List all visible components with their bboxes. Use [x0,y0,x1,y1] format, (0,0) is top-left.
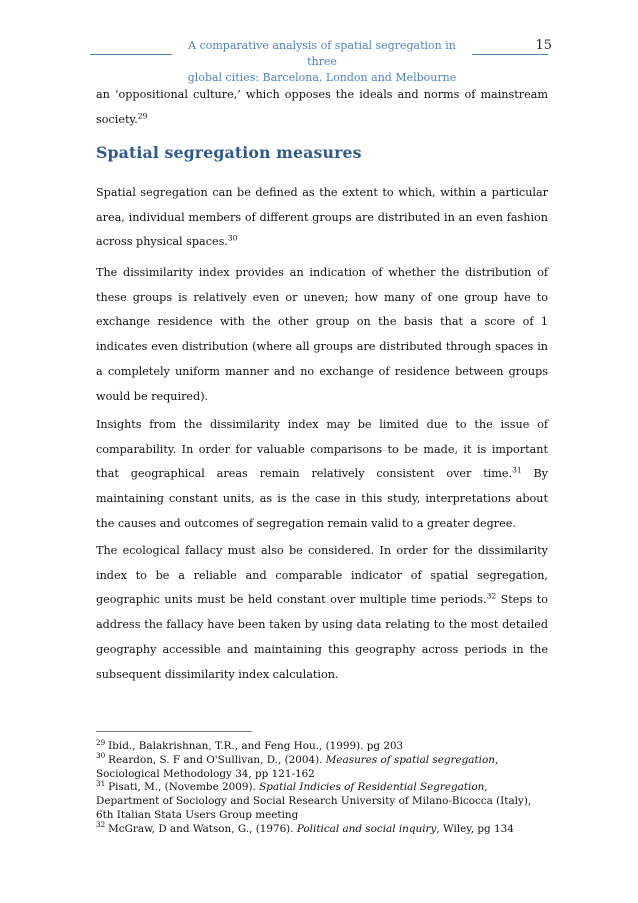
paragraph-ecological-fallacy [96,539,548,687]
footnote-31 [96,778,548,822]
footnote-number: 32 [96,820,106,830]
page-number: 15 [535,38,552,53]
footnote-text: Pisati, M., (Novembe 2009). [108,781,260,794]
footnote-text: Ibid., Balakrishnan, T.R., and Feng Hou., (1999). pg 203 [108,740,404,752]
section-heading: Spatial segregation measures [96,143,362,162]
paragraph-definition [96,181,548,255]
intro-paragraph [96,83,548,132]
footnote-text-after: , Wiley, pg 134 [436,822,514,835]
paragraph-fallacy-text-b: Steps to address the fallacy have been taken by using data relating to the most detailed geography accessible and maintaining this geography across periods in the subsequent dissimilarity index calculation. [96,593,548,681]
running-header [182,38,462,86]
footnote-text: Reardon, S. F and O'Sullivan, D., (2004). [108,753,326,766]
paragraph-definition-text: Spatial segregation can be defined as the extent to which, within a particular area, individual members of different groups are distributed in an even fashion across physical spaces. [96,186,548,249]
footnote-30 [96,751,548,782]
footnote-italic-title: Political and social inquiry [296,822,437,835]
footnote-32 [96,820,548,837]
footnote-separator [96,731,252,732]
paragraph-comparability [96,413,548,537]
footnote-ref-32[interactable]: 32 [486,591,497,601]
footnote-italic-title: Measures of spatial segregation [325,753,495,766]
footnote-number: 31 [96,778,106,788]
footnote-ref-31[interactable]: 31 [512,465,522,475]
footnotes [96,737,548,837]
footnote-29 [96,737,548,754]
paragraph-comparability-text-a: Insights from the dissimilarity index may be limited due to the issue of comparability. In order for valuable comparisons to be made, it is important that geographical areas remain relatively consistent over time. [96,418,548,481]
footnote-ref-30[interactable]: 30 [227,233,238,243]
paragraph-dissimilarity-text: The dissimilarity index provides an indication of whether the distribution of these groups is relatively even or uneven; how many of one group have to exchange residence with the other group on the basis that a score of 1 indicates even distribution (where all groups are distributed through spaces in a completely uniform manner and no exchange of residence between groups would be required). [96,266,548,403]
intro-text: an ‘oppositional culture,’ which opposes the ideals and norms of mainstream society. [96,88,548,126]
footnote-italic-title: Spatial Indicies of Residential Segregation [259,781,485,794]
footnote-text: McGraw, D and Watson, G., (1976). [108,822,297,835]
footnote-number: 30 [96,751,106,761]
paragraph-comparability-text-b: By maintaining constant units, as is the case in this study, interpretations about the causes and outcomes of segregation remain valid to a greater degree. [96,467,548,530]
paragraph-dissimilarity-index [96,261,548,409]
header-rule-right [472,54,548,55]
footnote-ref-29[interactable]: 29 [137,110,148,120]
footnote-text-after: , Sociological Methodology 34, pp 121-162 [96,753,499,780]
header-title-line-1: A comparative analysis of spatial segregation in three [188,39,456,68]
footnote-number: 29 [96,737,106,747]
header-rule-left [90,54,172,55]
header-title-line-2: global cities: Barcelona, London and Melbourne [187,71,457,84]
footnote-text-after: , Department of Sociology and Social Research University of Milano-Bicocca (Italy), 6th Italian Stata Users Group meeting [96,781,532,821]
paragraph-fallacy-text-a: The ecological fallacy must also be considered. In order for the dissimilarity index to be a reliable and comparable indicator of spatial segregation, geographic units must be held constant over multiple time periods. [96,544,548,607]
